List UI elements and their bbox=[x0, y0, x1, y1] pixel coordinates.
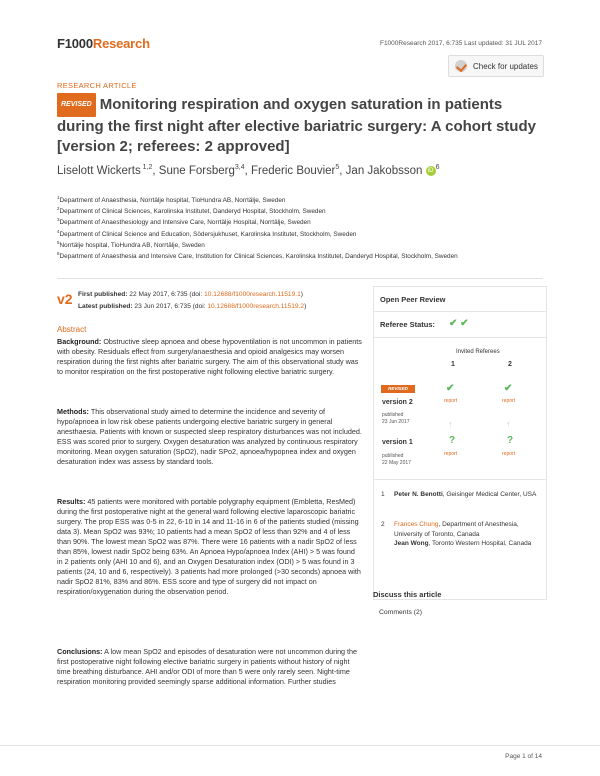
author[interactable]: Frederic Bouvier$^5$ bbox=[251, 164, 340, 177]
discuss-heading: Discuss this article bbox=[373, 590, 442, 599]
doi-link-v1[interactable]: 10.12688/f1000research.11519.1 bbox=[204, 291, 301, 298]
referee-status-label: Referee Status: bbox=[380, 320, 436, 329]
abstract-conclusions: Conclusions: A low mean SpO2 and episodes of desaturation were not uncommon during the first postoperative night following elective bariatric surgery in patients without history of night time breathing disturbance. AHI and/or ODI of more than 5 were only rarely seen. Night-time respiration monitoring provided seemingly sparse additional information. Further studies bbox=[57, 647, 358, 686]
check-for-updates-label: Check for updates bbox=[473, 61, 538, 71]
latest-published: Latest published: 23 Jun 2017, 6:735 (doi: 10.12688/f1000research.11519.2) bbox=[78, 303, 307, 310]
affiliation: $^5$Norrtälje hospital, TioHundra AB, Norrtälje, Sweden bbox=[57, 239, 205, 249]
referee-1-approved-icon: ✔ bbox=[446, 383, 455, 394]
referee-status-ticks: ✔ ✔ bbox=[449, 318, 469, 329]
first-published: First published: 22 May 2017, 6:735 (doi: 10.12688/f1000research.11519.1) bbox=[78, 291, 303, 298]
referee-2-approved-icon: ✔ bbox=[504, 383, 513, 394]
open-peer-review-heading: Open Peer Review bbox=[380, 295, 446, 304]
report-link-v2-r2[interactable]: report bbox=[502, 398, 516, 404]
citation-meta: F1000Research 2017, 6:735 Last updated: 31 JUL 2017 bbox=[379, 40, 542, 47]
report-link-v2-r1[interactable]: report bbox=[444, 398, 458, 404]
author-list: Liselott Wickerts $^{1,2}$, Sune Forsberg$^{3,4}$, Frederic Bouvier$^5$, Jan Jakobsson iD $^6$ bbox=[57, 164, 440, 177]
affiliation: $^1$Department of Anaesthesia, Norrtälje hospital, TioHundra AB, Norrtälje, Sweden bbox=[57, 195, 286, 205]
version-2-label[interactable]: version 2 bbox=[382, 399, 413, 406]
invited-referees-heading: Invited Referees bbox=[456, 349, 500, 355]
affiliation: $^6$Department of Anaesthesia and Intensive Care, Institution for Clinical Sciences, Karolinska Institutet, Danderyd Hospital, Stockholm, Sweden bbox=[57, 251, 458, 261]
referee-1-question-icon: ? bbox=[449, 435, 456, 446]
footer-divider bbox=[0, 745, 600, 746]
doi-link-v2[interactable]: 10.12688/f1000research.11519.2 bbox=[207, 303, 305, 310]
affiliation: $^3$Department of Anaesthesiology and Intensive Care, Norrtälje Hospital, Norrtälje, Sweden bbox=[57, 217, 311, 227]
abstract-results: Results: 45 patients were monitored with portable polygraphy equipment (Embletta, ResMed) during the first postoperative night at the general ward following elective laparoscopic bariatric surgery. The prop ESS was 0-5 in 22, 6-10 in 14 and 11-16 in 6 of the patients studied (missing data 3). Mean SpO2 was 93%; 10 patients had a mean SpO2 of less than 92% and 4 of less than 90%. The lowest mean SpO2 was 87%. There were 16 patients with a nadir SpO2 of less than 85%, lowest nadir SpO2 being 63%. An Apnoea Hypo/apnoea Index (AHI) > 5 was found in 2 patients only (AHI 10 and 6), and an Oxygen Desaturation index (ODI) > 5 was found in 3 patients (24, 10 and 6, respectively). 3 patients had more prolonged (>30 seconds) apnoea with nadir SpO2 81%, 83% and 86%. ESS score and type of surgery did not impact on respiration/oxygenation during the observation period. bbox=[57, 497, 361, 596]
version-1-label[interactable]: version 1 bbox=[382, 439, 413, 446]
affiliation: $^4$Department of Clinical Science and Education, Södersjukhuset, Karolinska Institutet, Stockholm, Sweden bbox=[57, 228, 357, 238]
arrow-up-icon: ↑ bbox=[448, 419, 453, 429]
referee-2-question-icon: ? bbox=[507, 435, 514, 446]
revised-badge: REVISED bbox=[57, 93, 96, 117]
abstract-heading: Abstract bbox=[57, 325, 87, 334]
header-divider bbox=[57, 278, 543, 279]
version-label: v2 bbox=[57, 291, 73, 307]
author[interactable]: Sune Forsberg$^{3,4}$ bbox=[158, 164, 245, 177]
article-type: RESEARCH ARTICLE bbox=[57, 81, 137, 90]
report-link-v1-r1[interactable]: report bbox=[444, 451, 458, 457]
report-link-v1-r2[interactable]: report bbox=[502, 451, 516, 457]
check-for-updates-button[interactable] bbox=[448, 55, 544, 77]
article-title: REVISED Monitoring respiration and oxygen saturation in patients during the first night after elective bariatric surgery: A cohort study [version 2; referees: 2 approved] bbox=[57, 93, 547, 157]
author[interactable]: Jan Jakobsson bbox=[345, 164, 423, 177]
author[interactable]: Liselott Wickerts $^{1,2}$ bbox=[57, 164, 153, 177]
orcid-icon[interactable]: iD bbox=[426, 166, 436, 176]
referee-col-1: 1 bbox=[451, 361, 455, 368]
crossmark-icon bbox=[455, 60, 467, 72]
page-number: Page 1 of 14 bbox=[505, 753, 542, 760]
open-peer-review-panel: Open Peer Review Referee Status: ✔ ✔ Invited Referees 1 2 REVISED version 2 published 23 Jun 2017 ✔ ✔ report report ↑ ↑ version 1 published 22 May 2017 ? ? report report 1 Peter N. Benotti, Geisinger Medical Center, USA 2 Frances Chung, Department of Anesthesia, University of Toronto, Canada Jean Wong, Toronto Western Hospital, Canada bbox=[373, 286, 547, 600]
arrow-up-icon: ↑ bbox=[506, 419, 511, 429]
f1000-logo[interactable]: F1000Research bbox=[57, 36, 150, 51]
referee-col-2: 2 bbox=[508, 361, 512, 368]
affiliation: $^2$Department of Clinical Sciences, Karolinska Institutet, Danderyd Hospital, Stockholm, Sweden bbox=[57, 206, 326, 216]
abstract-methods: Methods: This observational study aimed to determine the incidence and severity of hypo/apnoea in low risk obese patients undergoing elective bariatric surgery in general anesthaesia. Patients with known or suspected sleep respiratory disturbances was not included. ESS was scored prior to surgery. Oxygen desaturation was analyzed by continuous respiratory monitoring. Mean oxygen saturation (SpO2), nadir SPo2, apnoea/hypopnea index and oxygen desaturation index was assess by standard tools. bbox=[57, 407, 362, 466]
referee-name-link[interactable]: Frances Chung bbox=[394, 521, 439, 528]
comments-link[interactable]: Comments (2) bbox=[379, 609, 423, 616]
abstract-background: Background: Obstructive sleep apnoea and obese hypoventilation is not uncommon in patients with obesity. Residuals effect from surgery/anaesthesia and opioid analgesics may worsen respiration during the first nights after bariatric surgery. The aim of this observational study was to monitor respiration on the first postoperative night following elective bariatric surgery. bbox=[57, 337, 362, 376]
revised-badge-small: REVISED bbox=[381, 385, 415, 393]
